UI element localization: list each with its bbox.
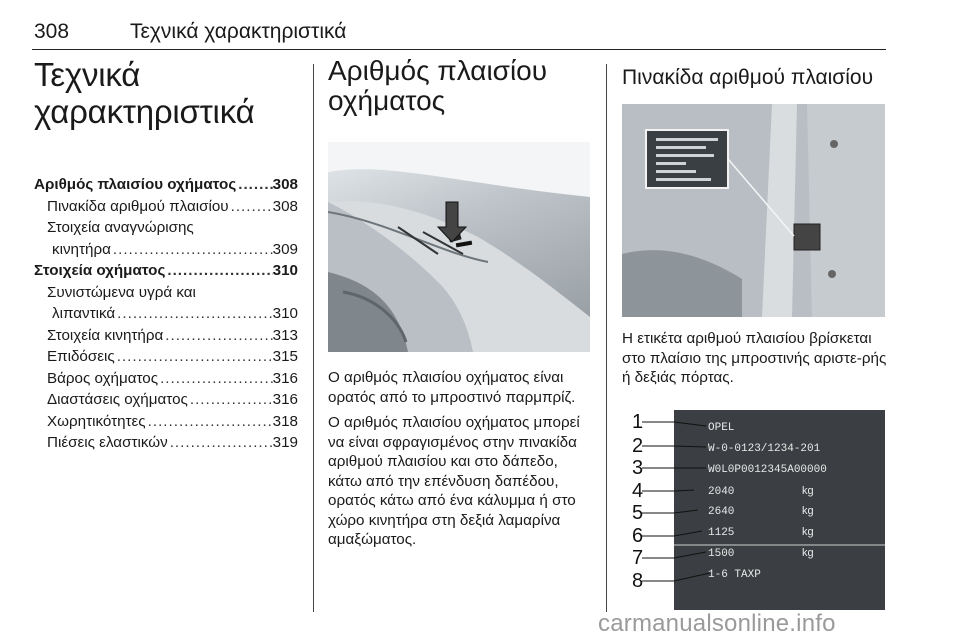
label-line-text: 1125 <box>708 526 735 539</box>
label-line-text: W-0-0123/1234-201 <box>708 442 821 455</box>
toc-entry-page: 313 <box>272 326 298 344</box>
toc-leader-dots <box>111 239 273 261</box>
label-line-text: W0L0P0012345A00000 <box>708 463 827 476</box>
toc-entry[interactable] <box>34 368 298 390</box>
toc-entry-title: κινητήρα <box>52 240 111 258</box>
toc-leader-dots <box>229 196 273 218</box>
toc-leader-dots <box>163 325 272 347</box>
toc-leader-dots <box>158 368 273 390</box>
callout-number: 3 <box>632 456 644 479</box>
toc-entry-page: 315 <box>272 348 298 365</box>
section-title: Αριθμός πλαισίου οχήματος <box>328 55 548 116</box>
toc-entry-page: 309 <box>272 240 298 258</box>
vin-plate-section <box>622 56 888 610</box>
car-front-illustration <box>328 142 590 352</box>
toc-entry[interactable] <box>34 346 298 368</box>
callout-number: 2 <box>632 434 644 457</box>
toc-entry-page: 318 <box>272 412 298 430</box>
vin-section <box>328 56 590 550</box>
vin-label-diagram <box>622 410 885 610</box>
door-frame-illustration <box>622 104 885 317</box>
subsection-title: Πινακίδα αριθμού πλαισίου <box>622 66 874 89</box>
toc-entry-title: Βάρος οχήματος <box>47 369 159 387</box>
label-unit-text: kg <box>802 525 814 538</box>
callout-number: 5 <box>632 501 644 524</box>
callout-number: 7 <box>632 546 644 569</box>
toc-entry[interactable] <box>34 282 298 304</box>
toc-entry[interactable] <box>34 389 298 411</box>
toc-entry[interactable] <box>34 411 298 433</box>
toc-entry[interactable] <box>34 239 298 261</box>
callout-leader-line <box>642 490 694 491</box>
toc-column <box>34 56 298 454</box>
toc-leader-dots <box>165 260 272 282</box>
toc-entry[interactable] <box>34 196 298 218</box>
header-rule <box>32 49 886 50</box>
callout-number: 1 <box>632 410 644 433</box>
vin-paragraph-1: Ο αριθμός πλαισίου οχήματος είναι ορατός από το μπροστινό παρμπρίζ. <box>328 369 576 406</box>
toc-entry-title: Χωρητικότητες <box>47 412 146 430</box>
toc-entry-page: 319 <box>272 434 298 451</box>
toc-entry-title: Στοιχεία κινητήρα <box>47 326 164 344</box>
toc-entry-title: Αριθμός πλαισίου οχήματος <box>34 176 237 193</box>
label-line-text: 2040 <box>708 485 735 498</box>
label-unit-text: kg <box>802 504 814 517</box>
callout-number: 4 <box>632 479 644 502</box>
toc-entry[interactable] <box>34 174 298 196</box>
toc-entry-title: λιπαντικά <box>52 305 116 322</box>
column-divider-2 <box>606 64 607 612</box>
column-divider-1 <box>313 64 314 612</box>
toc-leader-dots <box>146 411 273 433</box>
toc-entry[interactable] <box>34 432 298 454</box>
watermark: carmanualsonline.info <box>598 610 836 637</box>
toc-entry-title: Στοιχεία αναγνώρισης <box>47 219 194 236</box>
label-line-text: 1-6 TAXP <box>708 568 761 581</box>
toc-entry[interactable] <box>34 260 298 282</box>
toc-entry-page: 308 <box>272 176 298 193</box>
toc-leader-dots <box>168 432 273 454</box>
label-line-text: OPEL <box>708 421 735 434</box>
chapter-title: Τεχνικά χαρακτηριστικά <box>34 56 255 130</box>
toc-leader-dots <box>188 389 273 411</box>
toc-entry[interactable] <box>34 325 298 347</box>
toc-entry[interactable] <box>34 303 298 325</box>
vin-label-svg <box>622 410 885 610</box>
vin-paragraph-2: Ο αριθμός πλαισίου οχήματος μπορεί να είναι σφραγισμένος στην πινακίδα αριθμού πλαισίου και στο δάπεδο, κάτω από την επένδυση δαπέδου, ορατός κάτω από ένα κάλυμμα ή στο χώρο κινητήρα στη δεξιά λαμαρίνα αμαξώματος. <box>328 414 580 548</box>
toc-entry-page: 316 <box>272 391 298 408</box>
plate-paragraph: Η ετικέτα αριθμού πλαισίου βρίσκεται στο πλαίσιο της μπροστινής αριστε-ρής ή δεξιάς πόρτας. <box>622 330 887 386</box>
toc-entry-title: Διαστάσεις οχήματος <box>47 391 188 408</box>
label-unit-text: kg <box>802 484 814 497</box>
callout-number: 6 <box>632 524 644 547</box>
door-frame-photo <box>622 104 885 317</box>
toc-entry-title: Επιδόσεις <box>47 348 115 365</box>
label-line-text: 1500 <box>708 547 735 560</box>
toc-entry-page: 308 <box>272 197 298 215</box>
toc-entry-page: 310 <box>272 305 298 322</box>
toc-leader-dots <box>236 174 272 196</box>
callout-number: 8 <box>632 569 644 592</box>
toc-entry-page: 310 <box>272 262 298 279</box>
toc-entry-title: Πιέσεις ελαστικών <box>47 434 168 451</box>
table-of-contents <box>34 174 298 454</box>
toc-entry-page: 316 <box>272 369 298 387</box>
label-line-text: 2640 <box>708 505 735 518</box>
toc-entry-title: Συνιστώμενα υγρά και <box>47 283 196 301</box>
toc-entry-title: Στοιχεία οχήματος <box>34 262 166 279</box>
running-title: Τεχνικά χαρακτηριστικά <box>130 20 347 43</box>
page-header <box>0 0 960 50</box>
toc-entry-title: Πινακίδα αριθμού πλαισίου <box>47 197 229 215</box>
label-unit-text: kg <box>802 546 814 559</box>
toc-leader-dots <box>115 346 273 368</box>
page-number: 308 <box>34 20 70 43</box>
toc-leader-dots <box>115 303 272 325</box>
toc-entry[interactable] <box>34 217 298 239</box>
windscreen-vin-photo <box>328 142 590 352</box>
